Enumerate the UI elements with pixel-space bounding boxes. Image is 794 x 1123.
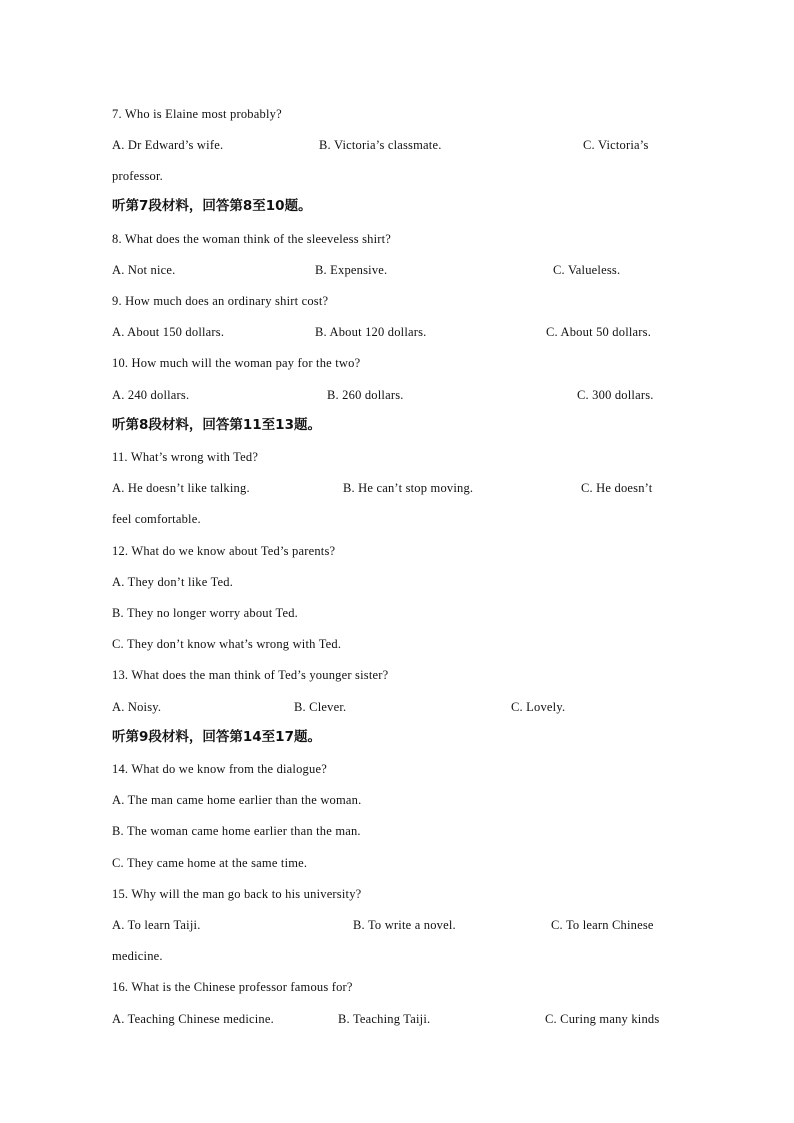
question-13-stem: 13. What does the man think of Ted’s younger sister? [112, 668, 389, 682]
question-7-option-a: A. Dr Edward’s wife. [112, 138, 224, 152]
question-12-option-a: A. They don’t like Ted. [112, 575, 234, 589]
question-13-option-b: B. Clever. [294, 700, 347, 714]
question-7-option-c-cont: professor. [112, 169, 163, 183]
question-11-option-b: B. He can’t stop moving. [343, 481, 474, 495]
question-15-option-b: B. To write a novel. [353, 918, 456, 932]
section-heading-9: 听第9段材料，回答第14至17题。 [112, 729, 321, 745]
question-16-option-a: A. Teaching Chinese medicine. [112, 1012, 274, 1026]
question-10-stem: 10. How much will the woman pay for the two? [112, 356, 361, 370]
section-heading-8: 听第8段材料，回答第11至13题。 [112, 417, 321, 433]
question-15-option-c: C. To learn Chinese [551, 918, 654, 932]
question-14-option-b: B. The woman came home earlier than the man. [112, 824, 361, 838]
question-13-option-a: A. Noisy. [112, 700, 162, 714]
question-12-option-b: B. They no longer worry about Ted. [112, 606, 298, 620]
question-10-option-a: A. 240 dollars. [112, 388, 190, 402]
question-9-option-c: C. About 50 dollars. [546, 325, 652, 339]
question-7-option-c: C. Victoria’s [583, 138, 649, 152]
question-16-option-c: C. Curing many kinds [545, 1012, 660, 1026]
question-15-option-a: A. To learn Taiji. [112, 918, 201, 932]
question-11-option-a: A. He doesn’t like talking. [112, 481, 250, 495]
question-14-option-c: C. They came home at the same time. [112, 856, 308, 870]
question-11-option-c-cont: feel comfortable. [112, 512, 201, 526]
question-7-stem: 7. Who is Elaine most probably? [112, 107, 282, 121]
question-7-option-b: B. Victoria’s classmate. [319, 138, 442, 152]
question-15-option-c-cont: medicine. [112, 949, 163, 963]
question-14-stem: 14. What do we know from the dialogue? [112, 762, 327, 776]
question-15-stem: 15. Why will the man go back to his university? [112, 887, 362, 901]
question-10-option-c: C. 300 dollars. [577, 388, 654, 402]
question-13-option-c: C. Lovely. [511, 700, 566, 714]
question-8-option-b: B. Expensive. [315, 263, 388, 277]
question-8-option-c: C. Valueless. [553, 263, 621, 277]
question-8-stem: 8. What does the woman think of the sleeveless shirt? [112, 232, 392, 246]
question-10-option-b: B. 260 dollars. [327, 388, 404, 402]
question-12-stem: 12. What do we know about Ted’s parents? [112, 544, 336, 558]
question-9-option-a: A. About 150 dollars. [112, 325, 225, 339]
question-9-option-b: B. About 120 dollars. [315, 325, 427, 339]
section-heading-7: 听第7段材料，回答第8至10题。 [112, 198, 312, 214]
question-14-option-a: A. The man came home earlier than the woman. [112, 793, 362, 807]
question-9-stem: 9. How much does an ordinary shirt cost? [112, 294, 329, 308]
question-16-option-b: B. Teaching Taiji. [338, 1012, 431, 1026]
question-8-option-a: A. Not nice. [112, 263, 176, 277]
question-12-option-c: C. They don’t know what’s wrong with Ted. [112, 637, 342, 651]
question-11-stem: 11. What’s wrong with Ted? [112, 450, 259, 464]
question-11-option-c: C. He doesn’t [581, 481, 653, 495]
question-16-stem: 16. What is the Chinese professor famous for? [112, 980, 353, 994]
